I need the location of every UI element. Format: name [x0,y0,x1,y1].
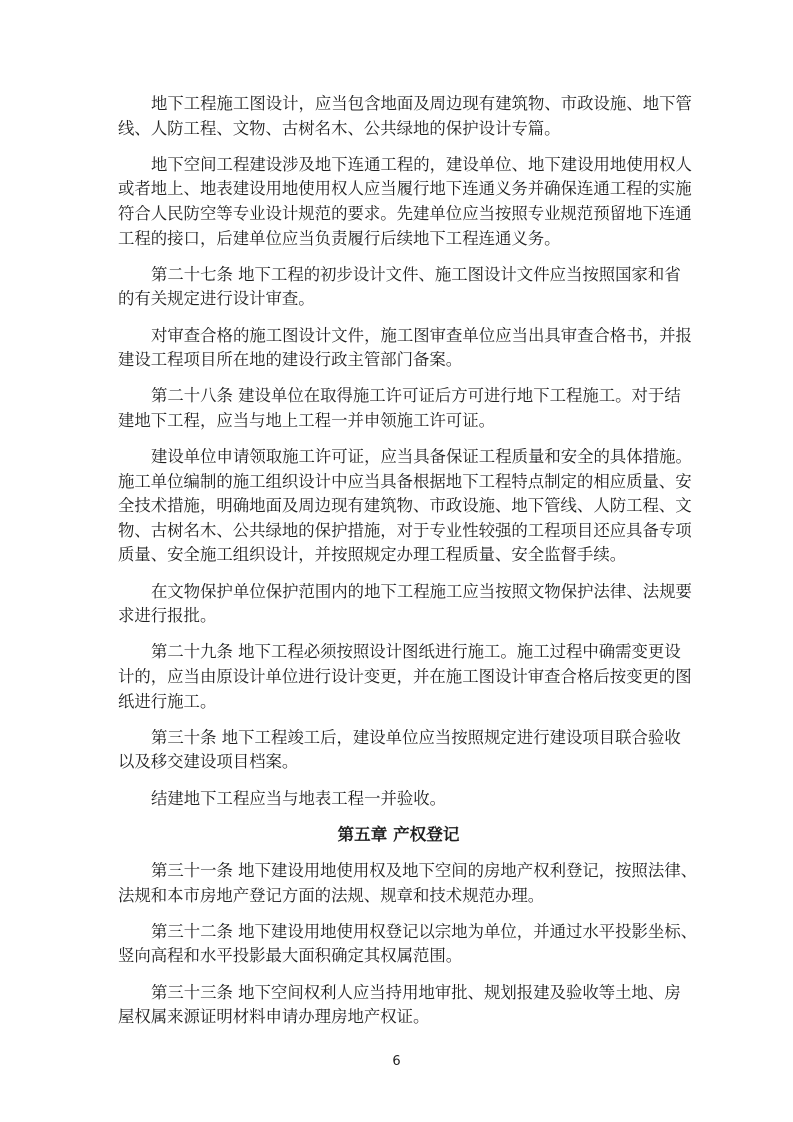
text-line: 第三十一条 地下建设用地使用权及地下空间的房地产权利登记，按照法律、 [151,860,698,880]
text-line: 在文物保护单位保护范围内的地下工程施工应当按照文物保护法律、法规要 [151,581,692,601]
text-line: 线、人防工程、文物、古树名木、公共绿地的保护设计专篇。 [118,118,561,138]
paragraph [118,263,679,312]
text-line: 计的，应当由原设计单位进行设计变更，并在施工图设计审查合格后按变更的图 [118,667,692,687]
text-line: 第三十条 地下工程竣工后，建设单位应当按照规定进行建设项目联合验收 [151,727,681,747]
text-line: 或者地上、地表建设用地使用权人应当履行地下连通义务并确保连通工程的实施 [118,179,692,199]
text-line: 工程的接口，后建单位应当负责履行后续地下工程连通义务。 [118,228,561,248]
paragraph [118,981,679,1030]
paragraph [118,920,698,969]
text-line: 建设单位申请领取施工许可证，应当具备保证工程质量和安全的具体措施。 [151,447,692,467]
text-line: 第二十八条 建设单位在取得施工许可证后方可进行地下工程施工。对于结 [151,386,681,406]
chapter-heading: 第五章 产权登记 [337,824,460,844]
text-line: 纸进行施工。 [118,691,217,711]
paragraph [118,640,692,714]
paragraph [118,324,692,373]
text-line: 建设工程项目所在地的建设行政主管部门备案。 [118,350,463,370]
text-line: 法规和本市房地产登记方面的法规、规章和技术规范办理。 [118,885,545,905]
page-number: 6 [392,1054,401,1069]
paragraph [118,787,679,812]
paragraph [118,580,692,629]
text-line: 第二十九条 地下工程必须按照设计图纸进行施工。施工过程中确需变更设 [151,642,681,662]
text-line: 全技术措施，明确地面及周边现有建筑物、市政设施、地下管线、人防工程、文 [118,496,692,516]
text-line: 建地下工程，应当与地上工程一并申领施工许可证。 [118,410,495,430]
text-line: 以及移交建设项目档案。 [118,752,299,772]
text-line: 的有关规定进行设计审查。 [118,289,315,309]
paragraph [118,384,679,433]
text-line: 地下空间工程建设涉及地下连通工程的，建设单位、地下建设用地使用权人 [151,154,692,174]
paragraph [118,153,692,251]
paragraph [118,445,692,568]
text-line: 施工单位编制的施工组织设计中应当具备根据地下工程特点制定的相应质量、安 [118,471,692,491]
text-line: 结建地下工程应当与地表工程一并验收。 [151,788,447,808]
text-line: 第三十二条 地下建设用地使用权登记以宗地为单位，并通过水平投影坐标、 [151,921,698,941]
text-line: 质量、安全施工组织设计，并按照规定办理工程质量、安全监督手续。 [118,545,627,565]
document-body [118,92,698,1041]
text-line: 第二十七条 地下工程的初步设计文件、施工图设计文件应当按照国家和省 [151,264,681,284]
text-line: 第三十三条 地下空间权利人应当持用地审批、规划报建及验收等土地、房 [151,982,681,1002]
paragraph [118,726,679,775]
text-line: 符合人民防空等专业设计规范的要求。先建单位应当按照专业规范预留地下连通 [118,203,692,223]
text-line: 屋权属来源证明材料申请办理房地产权证。 [118,1007,430,1027]
text-line: 地下工程施工图设计，应当包含地面及周边现有建筑物、市政设施、地下管 [151,94,692,113]
paragraph [118,92,692,141]
text-line: 竖向高程和水平投影最大面积确定其权属范围。 [118,946,463,966]
text-line: 物、古树名木、公共绿地的保护措施，对于专业性较强的工程项目还应具备专项 [118,520,692,540]
text-line: 对审查合格的施工图设计文件，施工图审查单位应当出具审查合格书，并报 [151,325,692,345]
text-line: 求进行报批。 [118,606,217,626]
paragraph [118,859,698,908]
